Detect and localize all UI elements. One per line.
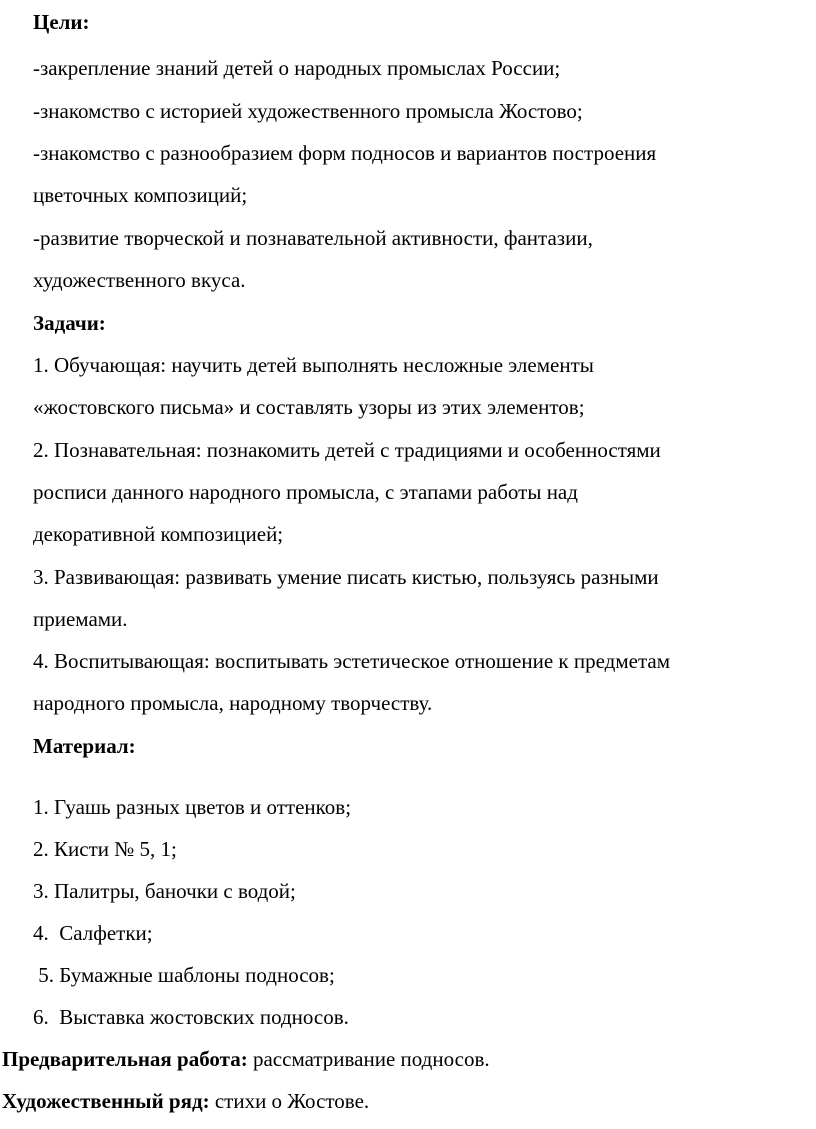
material-item: 3. Палитры, баночки с водой; — [33, 879, 296, 903]
tasks-line: росписи данного народного промысла, с этапами работы над — [33, 480, 578, 504]
material-item: 6. Выставка жостовских подносов. — [33, 1005, 349, 1029]
goals-line: -развитие творческой и познавательной активности, фантазии, — [33, 226, 593, 250]
goals-line: цветочных композиций; — [33, 183, 248, 207]
material-item: 4. Салфетки; — [33, 921, 153, 945]
tasks-line: декоративной композицией; — [33, 522, 284, 546]
material-item: 1. Гуашь разных цветов и оттенков; — [33, 795, 352, 819]
tasks-line: «жостовского письма» и составлять узоры из этих элементов; — [33, 395, 585, 419]
material-heading: Материал: — [33, 734, 136, 758]
artistic-text: стихи о Жостове. — [209, 1089, 370, 1113]
preliminary-work — [2, 1046, 490, 1072]
tasks-line: 1. Обучающая: научить детей выполнять несложные элементы — [33, 353, 594, 377]
artistic-label: Художественный ряд: — [2, 1089, 210, 1113]
preliminary-label: Предварительная работа: — [2, 1047, 248, 1071]
tasks-line: 2. Познавательная: познакомить детей с традициями и особенностями — [33, 438, 661, 462]
goals-line: -знакомство с разнообразием форм подносов и вариантов построения — [33, 141, 657, 165]
tasks-line: 4. Воспитывающая: воспитывать эстетическое отношение к предметам — [33, 649, 670, 673]
artistic-series — [2, 1088, 369, 1114]
goals-line: -закрепление знаний детей о народных промыслах России; — [33, 56, 561, 80]
tasks-heading: Задачи: — [33, 311, 106, 335]
goals-line: -знакомство с историей художественного промысла Жостово; — [33, 99, 583, 123]
preliminary-text: рассматривание подносов. — [247, 1047, 490, 1071]
tasks-line: народного промысла, народному творчеству. — [33, 691, 433, 715]
tasks-line: 3. Развивающая: развивать умение писать кистью, пользуясь разными — [33, 565, 659, 589]
tasks-line: приемами. — [33, 607, 128, 631]
material-item: 5. Бумажные шаблоны подносов; — [33, 963, 335, 987]
goals-heading: Цели: — [33, 10, 90, 34]
material-item: 2. Кисти № 5, 1; — [33, 837, 177, 861]
goals-line: художественного вкуса. — [33, 268, 246, 292]
